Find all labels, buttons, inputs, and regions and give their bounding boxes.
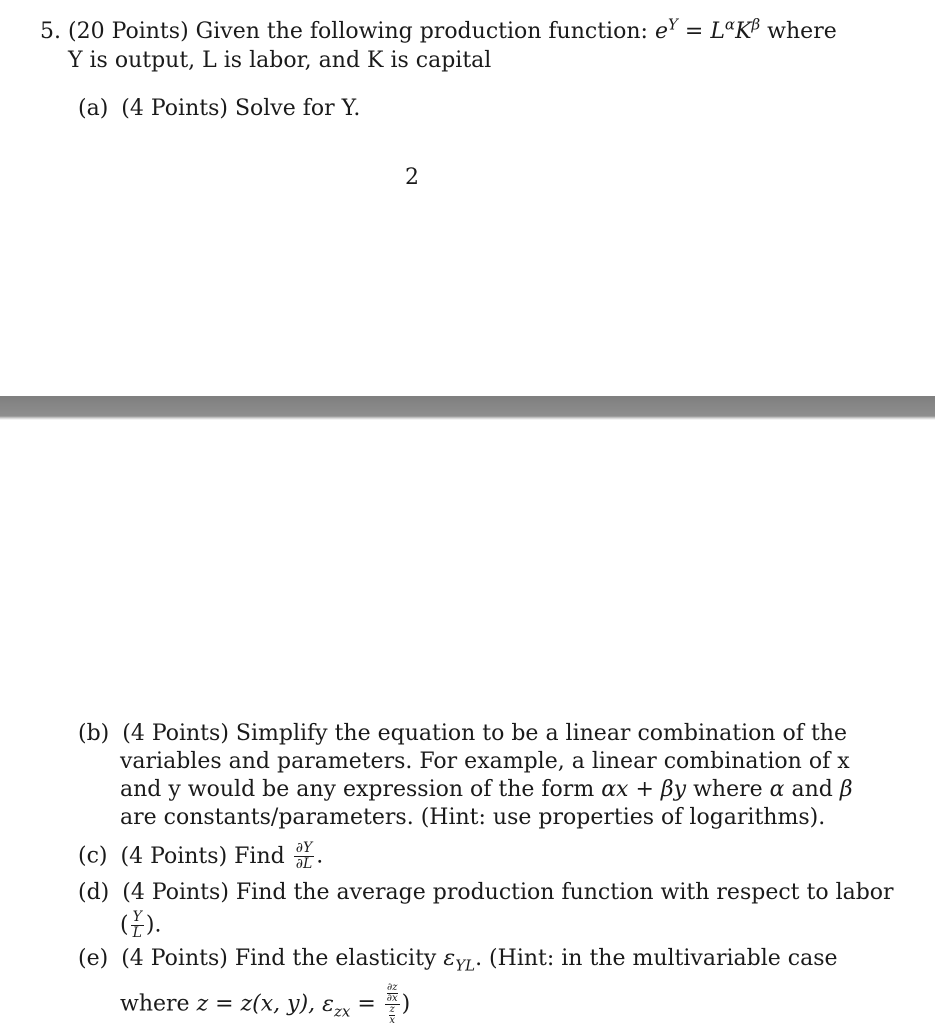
page-top <box>0 0 935 396</box>
part-e-line-1: (e) (4 Points) Find the elasticity $\varepsilon_{YL}$. (Hint: in the multivariable case <box>78 946 838 975</box>
problem-5-line-1 <box>40 15 837 46</box>
part-b-line-4: are constants/parameters. (Hint: use properties of logarithms). <box>120 805 826 830</box>
part-d-line-2: ( $\frac{Y}{L}$ ). <box>120 909 162 941</box>
part-c: (c) (4 Points) Find $\frac{\partial Y}{\partial L}$ . <box>78 840 324 872</box>
elasticity-zx: $\varepsilon_{zx}$ <box>322 991 351 1020</box>
part-b-line-1: (b) (4 Points) Simplify the equation to be a linear combination of the <box>78 721 847 746</box>
part-d-line-1: (d) (4 Points) Find the average production function with respect to labor <box>78 880 894 905</box>
partial-derivative-fraction: $\frac{\partial Y}{\partial L}$ <box>295 840 313 872</box>
part-a-label: (a) <box>78 96 109 121</box>
problem-points: (20 Points) <box>68 19 189 44</box>
average-product-fraction: $\frac{Y}{L}$ <box>132 909 142 941</box>
part-e-label: (e) <box>78 946 109 971</box>
part-b-line-2: variables and parameters. For example, a linear combination of x <box>120 749 850 774</box>
where-word: where <box>767 19 837 44</box>
part-c-label: (c) <box>78 843 108 869</box>
elasticity-symbol: $\varepsilon_{YL}$ <box>443 946 476 975</box>
problem-intro: Given the following production function: <box>195 19 648 44</box>
elasticity-definition-fraction: ∂z ∂x z x <box>386 982 398 1026</box>
part-a-text: (4 Points) Solve for Y. <box>121 96 361 121</box>
page-bottom <box>0 420 935 1024</box>
part-e-line-2: where z = z(x, y), $\varepsilon_{zx}$ = ∂z ∂x z x ) <box>120 982 411 1026</box>
part-d-label: (d) <box>78 880 110 905</box>
problem-number: 5. <box>40 19 61 44</box>
problem-5-line-2: Y is output, L is labor, and K is capital <box>68 48 492 73</box>
production-equation: $e^Y = L^\alpha K^\beta$ <box>654 15 761 44</box>
part-b-line-3: and y would be any expression of the form αx + βy where α and β <box>120 777 853 802</box>
page-number: 2 <box>405 165 419 190</box>
part-b-label: (b) <box>78 721 110 746</box>
part-a <box>78 95 360 123</box>
page-separator <box>0 396 935 420</box>
linear-expression: αx + βy <box>601 777 687 802</box>
